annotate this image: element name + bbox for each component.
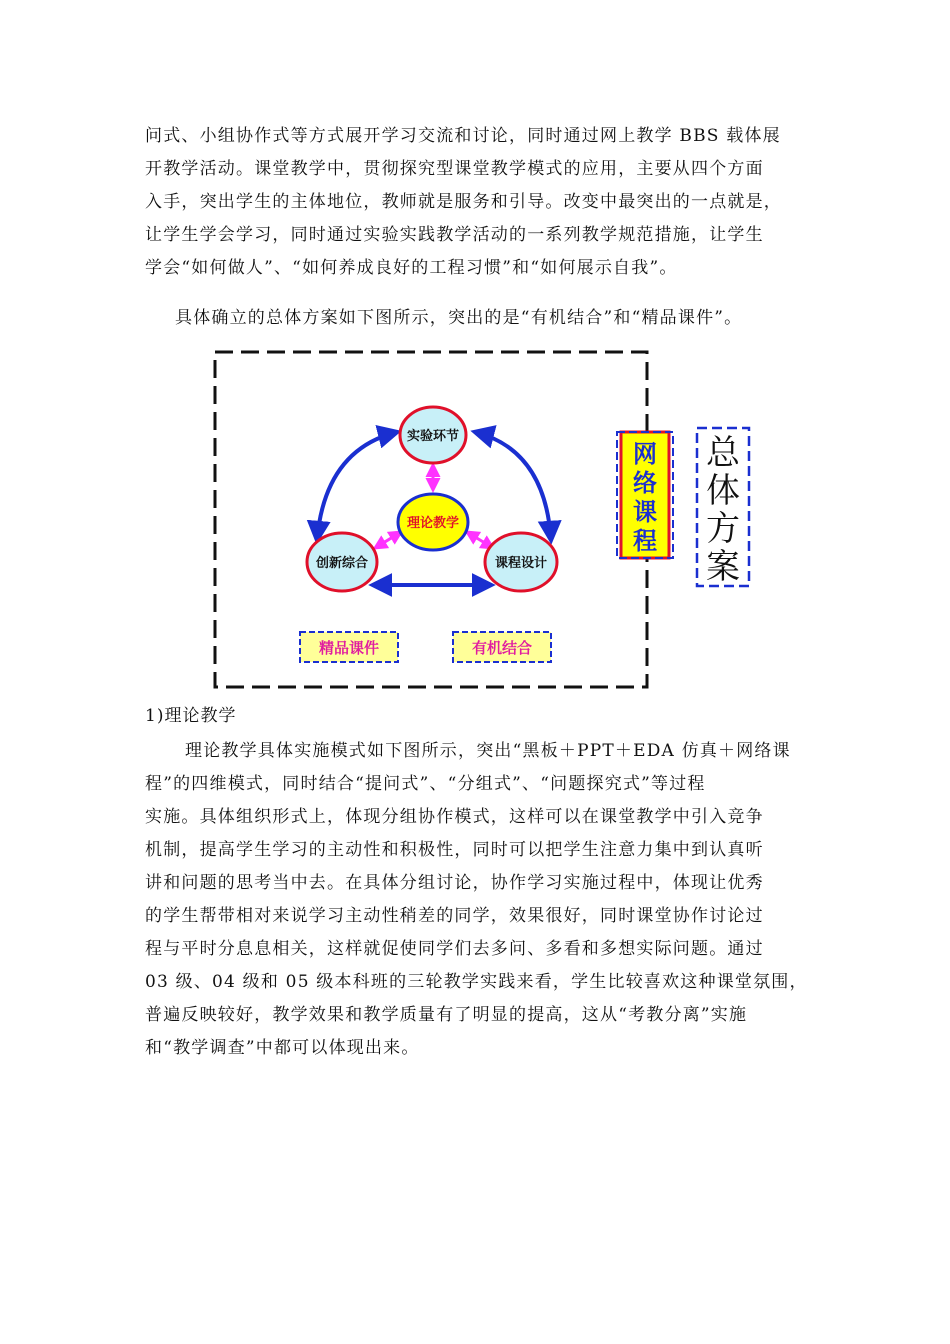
arrow-top-left [317,432,397,540]
text-line: 理论教学具体实施模式如下图所示，突出“黑板＋PPT＋EDA 仿真＋网络课 [185,741,791,761]
arrow-center-left [375,532,401,548]
overall-plan-diagram [205,340,765,695]
intro-paragraph [145,120,810,285]
text-line: 讲和问题的思考当中去。在具体分组讨论，协作学习实施过程中，体现让优秀 [145,873,764,893]
node-design-label: 课程设计 [494,556,548,571]
overall-plan-char: 方 [706,509,740,549]
text-line: 普遍反映较好，教学效果和教学质量有了明显的提高，这从“考教分离”实施 [145,1005,748,1025]
figure-intro-paragraph [145,302,810,335]
text-line: 让学生学会学习，同时通过实验实践教学活动的一系列教学规范措施，让学生 [145,225,764,245]
node-experiment-label: 实验环节 [406,429,460,444]
text-line: 入手，突出学生的主体地位，教师就是服务和引导。改变中最突出的一点就是， [145,192,782,212]
organic-combination-label: 有机结合 [471,639,533,657]
text-line: 学会“如何做人”、“如何养成良好的工程习惯”和“如何展示自我”。 [145,258,678,278]
text-line: 问式、小组协作式等方式展开学习交流和讨论，同时通过网上教学 BBS 载体展 [145,126,781,146]
arrow-center-right [467,532,493,548]
text-line: 程”的四维模式，同时结合“提问式”、“分组式”、“问题探究式”等过程 [145,774,706,794]
network-course-char: 程 [633,527,657,555]
section-heading: 1)理论教学 [145,706,237,726]
text-line: 的学生帮带相对来说学习主动性稍差的同学，效果很好，同时课堂协作讨论过 [145,906,764,926]
network-course-char: 课 [633,498,657,526]
text-line: 开教学活动。课堂教学中，贯彻探究型课堂教学模式的应用，主要从四个方面 [145,159,764,179]
text-line: 03 级、04 级和 05 级本科班的三轮教学实践来看，学生比较喜欢这种课堂氛围， [145,972,808,992]
node-innovation-label: 创新综合 [315,556,369,571]
network-course-char: 网 [633,440,657,468]
overall-plan-char: 案 [706,547,740,587]
body-paragraph [145,735,810,1065]
premium-courseware-label: 精品课件 [318,639,380,657]
text-line: 和“教学调查”中都可以体现出来。 [145,1038,420,1058]
overall-plan-char: 总 [706,433,740,473]
text-line: 具体确立的总体方案如下图所示，突出的是“有机结合”和“精品课件”。 [175,308,743,328]
text-line: 实施。具体组织形式上，体现分组协作模式，这样可以在课堂教学中引入竞争 [145,807,764,827]
overall-plan-char: 体 [706,471,740,511]
arrow-top-right [475,432,551,540]
text-line: 机制，提高学生学习的主动性和积极性，同时可以把学生注意力集中到认真听 [145,840,764,860]
text-line: 程与平时分息息相关，这样就促使同学们去多问、多看和多想实际问题。通过 [145,939,764,959]
node-theory-label: 理论教学 [406,516,460,531]
network-course-char: 络 [633,469,657,497]
